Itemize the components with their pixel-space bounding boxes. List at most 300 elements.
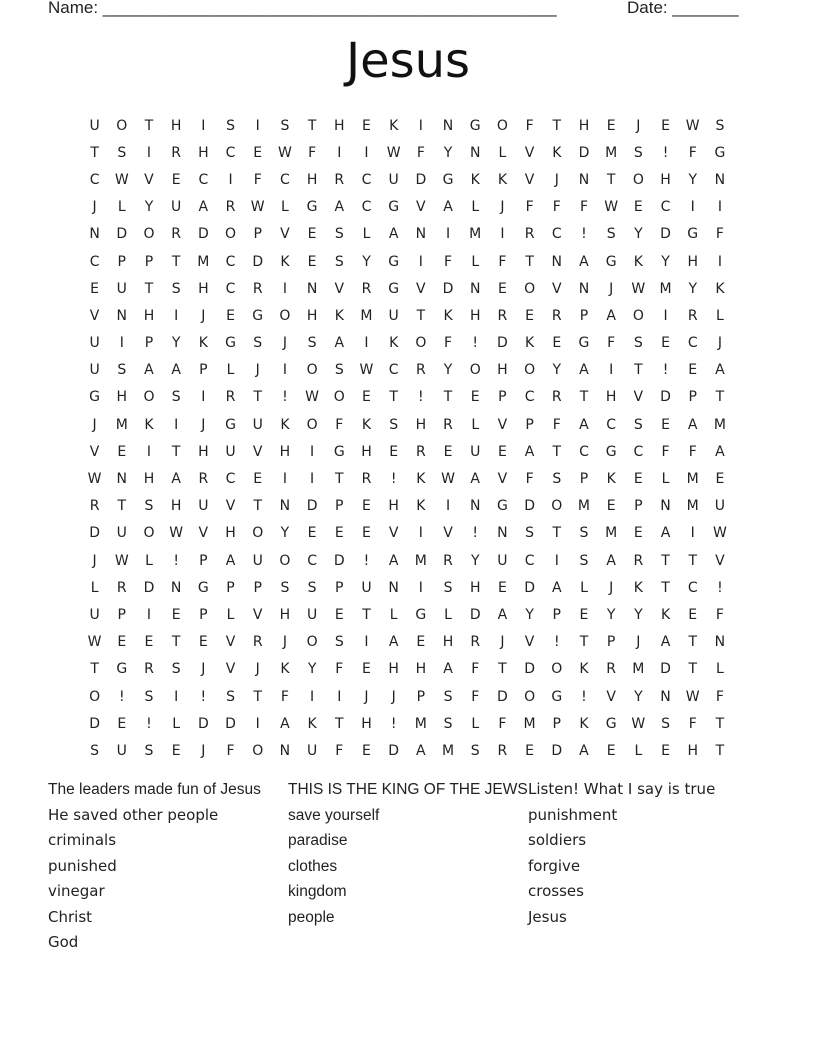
grid-letter: M <box>577 498 591 515</box>
grid-letter: Y <box>606 606 616 623</box>
grid-letter: G <box>306 199 318 216</box>
grid-letter: F <box>661 443 670 460</box>
grid-letter: E <box>362 498 371 515</box>
grid-letter: G <box>551 688 563 705</box>
grid-letter: I <box>255 117 260 134</box>
grid-letter: A <box>660 634 671 651</box>
grid-letter: R <box>415 362 426 379</box>
grid-letter: N <box>551 253 563 270</box>
grid-letter: I <box>717 253 722 270</box>
grid-letter: U <box>116 742 127 759</box>
grid-letter: I <box>146 443 152 460</box>
grid-letter: W <box>685 688 700 705</box>
grid-letter: Y <box>362 253 371 270</box>
grid-letter: R <box>225 389 236 406</box>
grid-letter: R <box>334 171 345 188</box>
grid-letter: R <box>252 280 263 297</box>
grid-letter: ! <box>553 634 560 651</box>
grid-letter: O <box>469 362 481 379</box>
grid-letter: T <box>525 253 534 270</box>
grid-letter: A <box>715 443 725 460</box>
grid-letter: S <box>253 335 263 352</box>
word-list-item: kingdom <box>288 883 347 900</box>
grid-letter: T <box>552 117 562 134</box>
grid-letter: H <box>198 144 209 161</box>
grid-letter: W <box>359 362 374 379</box>
grid-letter: R <box>171 144 182 161</box>
grid-letter: L <box>226 362 235 379</box>
grid-letter: E <box>171 742 181 759</box>
grid-letter: E <box>688 362 698 379</box>
grid-row <box>81 194 734 221</box>
grid-letter: D <box>197 226 209 243</box>
grid-letter: C <box>198 171 209 188</box>
grid-letter: L <box>471 199 480 216</box>
grid-letter: P <box>253 226 262 243</box>
grid-letter: S <box>579 552 589 569</box>
grid-row <box>81 493 734 520</box>
grid-row <box>81 547 734 574</box>
grid-letter: W <box>631 280 646 297</box>
grid-letter: T <box>688 634 697 651</box>
grid-letter: T <box>634 362 643 379</box>
grid-letter: U <box>252 552 263 569</box>
grid-letter: A <box>144 362 154 379</box>
grid-letter: T <box>335 715 344 732</box>
grid-letter: I <box>310 688 315 705</box>
grid-letter: E <box>389 443 399 460</box>
grid-letter: E <box>334 606 344 623</box>
grid-letter: Y <box>688 171 697 188</box>
grid-letter: L <box>716 661 724 678</box>
grid-letter: J <box>391 688 396 705</box>
grid-letter: H <box>170 498 182 515</box>
grid-letter: S <box>334 362 344 379</box>
grid-letter: D <box>225 715 236 732</box>
grid-letter: G <box>116 661 128 678</box>
grid-letter: K <box>416 471 426 488</box>
grid-letter: L <box>362 226 371 243</box>
grid-letter: G <box>415 606 427 623</box>
grid-letter: O <box>496 117 508 134</box>
grid-letter: D <box>497 688 508 705</box>
grid-letter: F <box>525 199 534 216</box>
grid-letter: V <box>416 280 426 297</box>
grid-letter: T <box>171 443 181 460</box>
grid-letter: N <box>388 579 399 596</box>
page-title: Jesus <box>345 33 471 89</box>
grid-letter: Y <box>552 362 562 379</box>
grid-letter: L <box>281 199 289 216</box>
grid-letter: H <box>687 742 698 759</box>
grid-letter: N <box>469 144 481 161</box>
grid-letter: T <box>144 117 154 134</box>
grid-letter: Y <box>443 362 453 379</box>
grid-letter: D <box>89 525 100 542</box>
grid-letter: S <box>579 525 589 542</box>
grid-letter: V <box>280 226 290 243</box>
grid-letter: I <box>663 307 668 324</box>
grid-letter: I <box>337 144 342 161</box>
grid-letter: N <box>660 688 671 705</box>
grid-letter: D <box>306 498 318 515</box>
grid-row <box>81 248 734 275</box>
grid-letter: G <box>333 443 345 460</box>
grid-letter: T <box>443 389 453 406</box>
grid-letter: U <box>198 498 209 515</box>
grid-letter: E <box>497 579 507 596</box>
grid-letter: A <box>388 634 399 651</box>
grid-letter: K <box>633 579 643 596</box>
grid-letter: C <box>225 471 236 488</box>
grid-letter: G <box>496 498 508 515</box>
grid-letter: J <box>92 416 97 433</box>
grid-letter: V <box>715 552 725 569</box>
grid-letter: M <box>469 226 482 243</box>
grid-letter: N <box>578 280 590 297</box>
grid-letter: M <box>414 715 427 732</box>
grid-letter: D <box>524 579 535 596</box>
grid-letter: R <box>497 742 508 759</box>
grid-letter: V <box>89 443 100 460</box>
grid-letter: D <box>469 606 481 623</box>
grid-letter: F <box>335 661 344 678</box>
grid-letter: T <box>606 171 616 188</box>
grid-letter: T <box>307 117 317 134</box>
grid-letter: R <box>171 226 182 243</box>
grid-letter: L <box>145 552 153 569</box>
grid-letter: P <box>525 416 534 433</box>
grid-letter: Y <box>280 525 290 542</box>
grid-letter: W <box>277 144 292 161</box>
grid-letter: V <box>633 389 644 406</box>
grid-letter: I <box>337 688 342 705</box>
grid-letter: V <box>198 525 209 542</box>
grid-letter: O <box>306 362 318 379</box>
grid-letter: J <box>636 117 641 134</box>
grid-letter: I <box>717 199 722 216</box>
grid-letter: J <box>282 634 287 651</box>
grid-letter: I <box>445 498 451 515</box>
grid-letter: G <box>605 715 617 732</box>
grid-letter: U <box>714 498 726 515</box>
grid-letter: H <box>334 117 345 134</box>
grid-letter: H <box>469 579 481 596</box>
word-list-item: clothes <box>288 857 338 875</box>
grid-letter: L <box>471 715 480 732</box>
grid-letter: P <box>634 498 643 515</box>
grid-row <box>81 520 734 547</box>
grid-letter: C <box>606 416 617 433</box>
grid-letter: G <box>252 307 264 324</box>
grid-letter: E <box>606 742 616 759</box>
grid-letter: S <box>633 416 643 433</box>
grid-letter: M <box>605 525 618 542</box>
grid-letter: E <box>579 606 589 623</box>
grid-letter: I <box>445 226 451 243</box>
grid-letter: K <box>307 715 317 732</box>
grid-letter: M <box>713 416 726 433</box>
grid-letter: ! <box>662 362 669 379</box>
grid-letter: F <box>525 471 534 488</box>
grid-letter: C <box>551 226 562 243</box>
grid-letter: U <box>171 199 182 216</box>
grid-letter: R <box>606 661 617 678</box>
grid-letter: W <box>685 117 700 134</box>
grid-letter: E <box>226 307 235 324</box>
grid-letter: R <box>524 226 535 243</box>
grid-letter: H <box>660 171 671 188</box>
grid-letter: M <box>360 307 373 324</box>
grid-letter: C <box>280 171 290 188</box>
grid-letter: N <box>116 307 128 324</box>
grid-letter: A <box>470 471 480 488</box>
grid-letter: I <box>609 362 614 379</box>
grid-letter: E <box>443 443 453 460</box>
grid-letter: E <box>117 715 127 732</box>
grid-letter: I <box>418 253 423 270</box>
grid-letter: P <box>606 634 616 651</box>
grid-letter: R <box>470 634 481 651</box>
grid-letter: W <box>87 471 102 488</box>
word-list-item: Jesus <box>528 907 567 926</box>
grid-letter: E <box>552 335 562 352</box>
grid-letter: I <box>146 606 152 623</box>
grid-letter: U <box>306 742 318 759</box>
grid-letter: A <box>660 525 671 542</box>
grid-letter: A <box>225 552 236 569</box>
date-field-label: Date: _______ <box>627 0 739 17</box>
grid-letter: F <box>688 443 697 460</box>
grid-letter: W <box>712 525 727 542</box>
grid-letter: F <box>688 144 697 161</box>
grid-letter: T <box>171 634 181 651</box>
grid-letter: T <box>498 661 507 678</box>
grid-letter: I <box>500 226 505 243</box>
grid-letter: ! <box>418 389 424 406</box>
grid-letter: F <box>226 742 235 759</box>
grid-letter: E <box>661 742 670 759</box>
grid-letter: R <box>89 498 100 515</box>
grid-letter: I <box>282 471 287 488</box>
grid-letter: P <box>117 253 126 270</box>
grid-row <box>81 166 734 193</box>
grid-letter: D <box>551 742 563 759</box>
grid-letter: H <box>687 253 698 270</box>
grid-letter: S <box>117 362 127 379</box>
grid-letter: G <box>469 117 481 134</box>
grid-row <box>81 384 734 411</box>
grid-row <box>81 357 734 384</box>
grid-letter: W <box>169 525 184 542</box>
grid-row <box>81 139 734 166</box>
grid-row <box>81 221 734 248</box>
grid-letter: C <box>687 579 698 596</box>
grid-letter: G <box>225 335 236 352</box>
grid-letter: T <box>715 715 725 732</box>
grid-letter: F <box>552 199 561 216</box>
grid-letter: K <box>280 253 290 270</box>
grid-letter: M <box>441 742 455 759</box>
grid-letter: E <box>470 389 480 406</box>
grid-letter: A <box>388 552 399 569</box>
grid-letter: I <box>418 525 423 542</box>
grid-letter: H <box>415 661 427 678</box>
grid-letter: L <box>661 471 670 488</box>
grid-letter: K <box>361 416 372 433</box>
grid-letter: R <box>252 634 263 651</box>
grid-letter: S <box>144 688 154 705</box>
grid-letter: U <box>116 525 127 542</box>
grid-letter: I <box>201 117 206 134</box>
grid-letter: E <box>171 171 181 188</box>
grid-letter: V <box>443 525 453 542</box>
grid-letter: P <box>335 498 344 515</box>
grid-letter: D <box>660 389 671 406</box>
grid-letter: L <box>634 742 643 759</box>
grid-letter: M <box>414 552 427 569</box>
grid-letter: J <box>282 335 287 352</box>
grid-letter: A <box>687 416 698 433</box>
grid-row <box>81 629 734 656</box>
grid-letter: V <box>497 471 508 488</box>
grid-letter: E <box>661 117 670 134</box>
grid-letter: M <box>115 416 128 433</box>
grid-letter: K <box>715 280 725 297</box>
grid-letter: H <box>306 307 318 324</box>
grid-row <box>81 574 734 601</box>
grid-letter: W <box>250 199 265 216</box>
grid-letter: T <box>579 389 589 406</box>
grid-letter: P <box>253 579 262 596</box>
grid-letter: A <box>334 199 345 216</box>
grid-letter: K <box>497 171 507 188</box>
grid-letter: L <box>471 253 480 270</box>
word-list-item: God <box>48 933 79 951</box>
grid-letter: F <box>416 144 425 161</box>
grid-letter: M <box>197 253 210 270</box>
grid-letter: W <box>441 471 455 488</box>
grid-letter: O <box>252 742 264 759</box>
grid-letter: F <box>471 688 480 705</box>
grid-letter: E <box>117 634 127 651</box>
grid-letter: ! <box>390 715 397 732</box>
grid-letter: V <box>388 525 399 542</box>
grid-letter: V <box>252 443 263 460</box>
grid-letter: H <box>388 498 399 515</box>
grid-letter: K <box>579 661 589 678</box>
grid-letter: R <box>443 552 453 569</box>
grid-letter: S <box>552 471 562 488</box>
grid-letter: M <box>632 661 645 678</box>
grid-letter: Y <box>634 688 643 705</box>
grid-letter: A <box>388 226 399 243</box>
grid-letter: I <box>282 362 287 379</box>
grid-letter: J <box>500 199 505 216</box>
grid-letter: F <box>498 253 507 270</box>
grid-letter: A <box>416 742 426 759</box>
grid-letter: I <box>364 335 369 352</box>
grid-letter: P <box>579 471 589 488</box>
grid-letter: H <box>388 661 399 678</box>
grid-letter: R <box>551 307 562 324</box>
grid-letter: I <box>146 144 152 161</box>
grid-letter: O <box>551 661 563 678</box>
grid-letter: E <box>633 525 643 542</box>
grid-letter: P <box>226 579 235 596</box>
grid-letter: ! <box>390 471 397 488</box>
grid-letter: Y <box>525 606 534 623</box>
grid-letter: R <box>687 307 698 324</box>
grid-letter: T <box>715 742 725 759</box>
grid-letter: C <box>660 199 671 216</box>
grid-letter: F <box>715 606 724 623</box>
grid-letter: E <box>362 661 371 678</box>
grid-letter: U <box>252 416 263 433</box>
grid-letter: P <box>498 389 507 406</box>
grid-letter: V <box>524 171 535 188</box>
grid-letter: K <box>334 307 344 324</box>
grid-letter: W <box>386 144 401 161</box>
grid-letter: W <box>87 634 102 651</box>
grid-letter: N <box>578 171 590 188</box>
grid-letter: S <box>525 525 535 542</box>
grid-letter: A <box>334 335 345 352</box>
grid-letter: E <box>171 606 181 623</box>
grid-row <box>81 465 734 492</box>
grid-letter: J <box>554 171 559 188</box>
grid-letter: O <box>279 307 291 324</box>
grid-letter: D <box>578 144 590 161</box>
grid-letter: E <box>633 199 643 216</box>
grid-row <box>81 330 734 357</box>
grid-letter: A <box>171 362 181 379</box>
grid-letter: F <box>471 661 480 678</box>
grid-letter: I <box>690 525 695 542</box>
grid-letter: D <box>497 335 508 352</box>
grid-letter: N <box>415 226 427 243</box>
grid-letter: F <box>688 715 697 732</box>
grid-letter: S <box>144 498 154 515</box>
grid-letter: O <box>116 117 128 134</box>
grid-letter: S <box>715 117 725 134</box>
grid-letter: A <box>171 471 181 488</box>
word-list-item: vinegar <box>48 882 105 900</box>
grid-letter: S <box>606 226 616 243</box>
grid-letter: N <box>306 280 318 297</box>
grid-letter: V <box>606 688 616 705</box>
grid-letter: L <box>90 579 99 596</box>
grid-letter: H <box>143 471 155 488</box>
grid-letter: K <box>280 416 290 433</box>
grid-letter: W <box>631 715 646 732</box>
grid-letter: E <box>362 389 371 406</box>
grid-letter: O <box>279 552 291 569</box>
grid-letter: H <box>578 117 590 134</box>
grid-letter: C <box>307 552 317 569</box>
grid-letter: D <box>197 715 209 732</box>
grid-letter: P <box>144 253 154 270</box>
grid-letter: L <box>117 199 126 216</box>
grid-letter: E <box>90 280 100 297</box>
grid-letter: O <box>524 280 536 297</box>
grid-letter: S <box>307 335 317 352</box>
grid-letter: F <box>715 688 724 705</box>
grid-letter: E <box>253 471 263 488</box>
grid-letter: O <box>225 226 237 243</box>
grid-letter: P <box>552 715 561 732</box>
grid-letter: I <box>174 307 179 324</box>
